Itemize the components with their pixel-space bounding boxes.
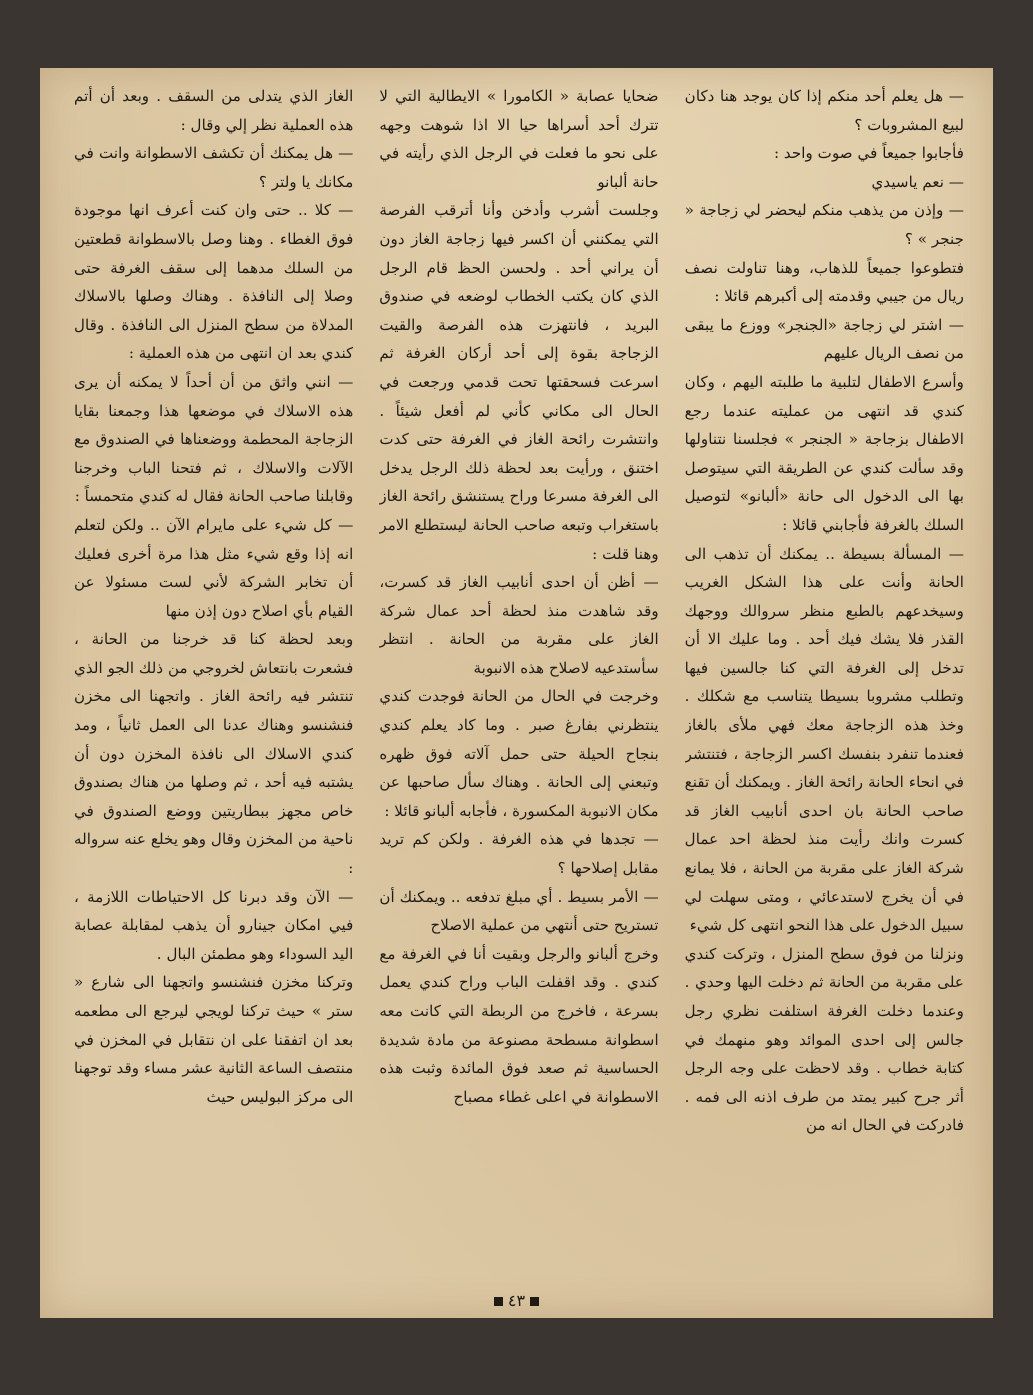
square-ornament-icon bbox=[530, 1297, 539, 1306]
column-right bbox=[685, 82, 964, 1277]
page-number-footer bbox=[40, 1291, 993, 1310]
paragraph: — كل شيء على مايرام الآن .. ولكن لتعلم انه إذا وقع شيء مثل هذا مرة أخرى فعليك أن تخابر الشركة لأني لست مسئولا عن القيام بأي اصلاح دون إذن منها bbox=[74, 515, 354, 620]
column-middle bbox=[379, 82, 658, 1277]
paragraph: الغاز الذي يتدلى من السقف . وبعد أن أتم هذه العملية نظر إلي وقال : bbox=[74, 87, 354, 134]
paragraph: وتركنا مخزن فنشنسو واتجهنا الى شارع « ستر » حيث تركنا لويجي ليرجع الى مطعمه بعد ان اتفقنا على ان نتقابل في المخزن في منتصف الساعة الثانية عشر مساء وقد توجهنا الى مركز البوليس حيث bbox=[74, 973, 354, 1106]
paragraph: — تجدها في هذه الغرفة . ولكن كم تريد مقابل إصلاحها ؟ bbox=[379, 830, 659, 878]
paragraph: — هل يعلم أحد منكم إذا كان يوجد هنا دكان لبيع المشروبات ؟ bbox=[684, 87, 964, 134]
paragraph: — هل يمكنك أن تكشف الاسطوانة وانت في مكانك يا ولتر ؟ bbox=[74, 144, 354, 191]
paragraph: — الآن وقد دبرنا كل الاحتياطات اللازمة ، فيي امكان جينارو أن يذهب لمقابلة عصابة اليد السوداء وهو مطمئن البال . bbox=[74, 887, 354, 963]
paragraph: ونزلنا من فوق سطح المنزل ، وتركت كندي على مقربة من الحانة ثم دخلت اليها وحدي . وعندما دخلت الغرفة استلفت نظري رجل جالس إلى احدى الموائد وهو منهمك في كتابة خطاب . وقد لاحظت على وجه الرجل أثر جرح كبير يمتد من طرف اذنه الى فمه . فادركت في الحال انه من bbox=[684, 944, 964, 1135]
paragraph: وخرج ألبانو والرجل وبقيت أنا في الغرفة مع كندي . وقد اقفلت الباب وراح كندي يعمل بسرعة ، فاخرج من الربطة التي كانت معه اسطوانة مسطحة مصنوعة من مادة شديدة الحساسية ثم صعد فوق المائدة وثبت هذه الاسطوانة في اعلى غطاء مصباح bbox=[379, 944, 659, 1106]
paragraph: — نعم ياسيدي bbox=[871, 172, 964, 191]
magazine-page bbox=[40, 68, 993, 1318]
paragraph: — المسألة بسيطة .. يمكنك أن تذهب الى الحانة وأنت على هذا الشكل الغريب وسيخدعهم بالطبع منظر سروالك ووجهك القذر فلا يشك فيك أحد . وما عليك الا أن تدخل إلى الغرفة التي كنا جالسين فيها وتطلب مشروبا بسيطا يتناسب مع شكلك . وخذ هذه الزجاجة معك فهي ملأى بالغاز فعندما تنفرد بنفسك اكسر الزجاجة ، فتنتشر في انحاء الحانة رائحة الغاز . ويمكنك أن تقنع صاحب الحانة بان احدى أنابيب الغاز قد كسرت وانك رأيت منذ لحظة احد عمال شركة الغاز على مقربة من الحانة ، فلا يمانع في أن يخرج لاستدعائي ، ومتى سهلت لي سبيل الدخول على هذا النحو انتهى كل شيء bbox=[684, 544, 964, 935]
paragraph: ضحايا عصابة « الكامورا » الايطالية التي لا تترك أحد أسراها حيا الا اذا شوهت وجهه على نحو ما فعلت في الرجل الذي رأيته في حانة ألبانو bbox=[379, 87, 659, 191]
paragraph: — كلا .. حتى وان كنت أعرف انها موجودة فوق الغطاء . وهنا وصل بالاسطوانة قطعتين من السلك مدهما إلى سقف الغرفة حتى وصلا إلى النافذة . وهناك وصلها بالاسلاك المدلاة من سطح المنزل الى النافذة . وقال كندي بعد ان انتهى من هذه العملية : bbox=[74, 201, 354, 363]
text-columns bbox=[74, 82, 964, 1277]
paragraph: وبعد لحظة كنا قد خرجنا من الحانة ، فشعرت بانتعاش لخروجي من ذلك الجو الذي تنتشر فيه رائحة الغاز . واتجهنا الى مخزن فنشنسو وهناك عدنا الى العمل ثانياً ، ومد كندي الاسلاك الى نافذة المخزن دون أن يشتبه فيه أحد ، ثم وصلها من هناك بصندوق خاص مجهز ببطاريتين ووضع الصندوق في ناحية من المخزن وقال وهو يخلع عنه سرواله : bbox=[74, 630, 354, 878]
column-left bbox=[74, 82, 353, 1277]
paragraph: — اشتر لي زجاجة «الجنجر» ووزع ما يبقى من نصف الريال عليهم bbox=[684, 315, 964, 363]
paragraph: وخرجت في الحال من الحانة فوجدت كندي ينتظرني بفارغ صبر . وما كاد يعلم كندي بنجاح الحيلة حتى حمل آلاته فوق ظهره وتبعني إلى الحانة . وهناك سأل صاحبها عن مكان الانبوبة المكسورة ، فأجابه ألبانو قائلا : bbox=[379, 687, 659, 820]
page-number: ٤٣ bbox=[507, 1291, 526, 1310]
paragraph: — أظن أن احدى أنابيب الغاز قد كسرت، وقد شاهدت منذ لحظة أحد عمال شركة الغاز على مقربة من الحانة . انتظر سأستدعيه لاصلاح هذه الانبوبة bbox=[379, 573, 659, 677]
paragraph: وأسرع الاطفال لتلبية ما طلبته اليهم ، وكان كندي قد انتهى من عمليته عندما رجع الاطفال بزجاجة « الجنجر » فجلسنا نتناولها وقد سألت كندي عن الطريقة التي سيتوصل بها الى الدخول الى حانة «ألبانو» لتوصيل السلك بالغرفة فأجابني قائلا : bbox=[684, 372, 964, 534]
square-ornament-icon bbox=[494, 1297, 503, 1306]
paragraph: فأجابوا جميعاً في صوت واحد : bbox=[773, 144, 964, 163]
paragraph: — وإذن من يذهب منكم ليحضر لي زجاجة « جنجر » ؟ bbox=[684, 201, 964, 248]
paragraph: — انني واثق من أن أحداً لا يمكنه أن يرى هذه الاسلاك في موضعها هذا وجمعنا بقايا الزجاجة المحطمة ووضعناها في الصندوق مع الآلات والاسلاك ، ثم فتحنا الباب وخرجنا وقابلنا صاحب الحانة فقال له كندي متحمساً : bbox=[74, 372, 354, 506]
paragraph: وجلست أشرب وأدخن وأنا أترقب الفرصة التي يمكنني أن اكسر فيها زجاجة الغاز دون أن يراني أحد . ولحسن الحظ قام الرجل الذي كان يكتب الخطاب لوضعه في صندوق البريد ، فانتهزت هذه الفرصة والقيت الزجاجة بقوة إلى أحد أركان الغرفة ثم اسرعت فسحقتها تحت قدمي ورجعت في الحال الى مكاني كأني لم أفعل شيئاً . وانتشرت رائحة الغاز في الغرفة حتى كدت اختنق ، ورأيت بعد لحظة ذلك الرجل يدخل الى الغرفة مسرعا وراح يستنشق رائحة الغاز باستغراب وتبعه صاحب الحانة ليستطلع الامر وهنا قلت : bbox=[379, 201, 659, 563]
paragraph: فتطوعوا جميعاً للذهاب، وهنا تناولت نصف ريال من جيبي وقدمته إلى أكبرهم قائلا : bbox=[684, 258, 964, 306]
paragraph: — الأمر بسيط . أي مبلغ تدفعه .. ويمكنك أن تستريح حتى أنتهي من عملية الاصلاح bbox=[379, 887, 659, 935]
